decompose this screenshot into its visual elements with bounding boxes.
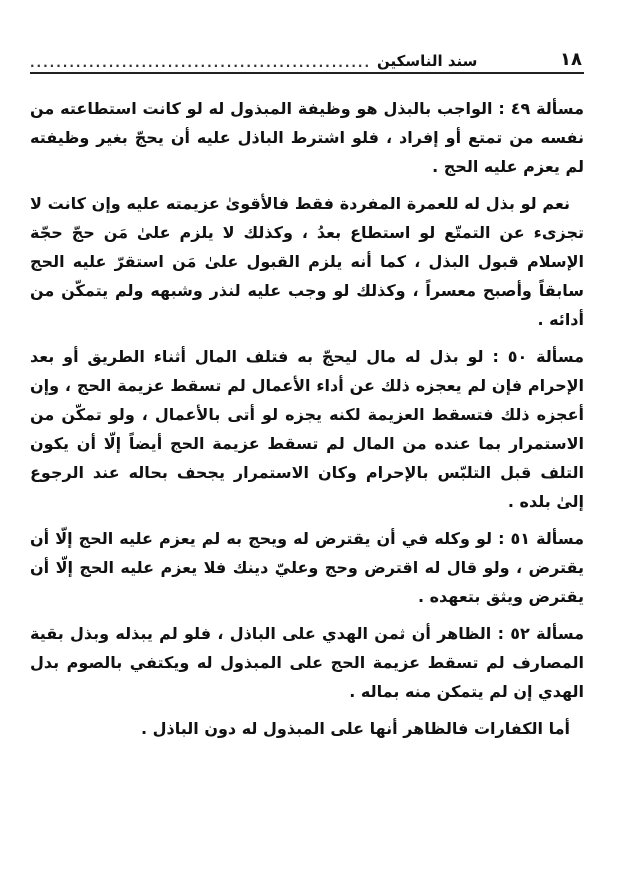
paragraph-masala-51 (30, 524, 584, 611)
paragraph-masala-49 (30, 94, 584, 181)
paragraph-text: الواجب بالبذل هو وظيفة المبذول له لو كانت استطاعته من نفسه من تمتع أو إفراد ، فلو اشترط الباذل عليه أن يحجّ بغير وظيفته لم يعزم عليه الحج . (30, 99, 584, 176)
masala-label: مسألة ٥١ : (498, 529, 585, 548)
book-page (30, 40, 584, 870)
paragraph-masala-50 (30, 342, 584, 516)
paragraph-text: لو وكله في أن يقترض له ويحج به لم يعزم عليه الحج إلّا أن يقترض ، ولو قال له اقترض وحج وعليّ دينك فلا يعزم عليه الحج إلّا أن يقترض ويثق بتعهده . (30, 529, 584, 606)
running-title (30, 52, 477, 70)
masala-label: مسألة ٤٩ : (498, 99, 584, 118)
masala-label: مسألة ٥٢ : (497, 624, 585, 643)
paragraph-text: لو بذل له مال ليحجّ به فتلف المال أثناء الطريق أو بعد الإحرام فإن لم يعجزه ذلك عن أداء الأعمال لم تسقط عزيمة الحج ، وإن أعجزه ذلك فتسقط العزيمة لكنه يجزه لو أتى بالأعمال ، ولو تمكّن من الاستمرار بما عنده من المال لم تسقط عزيمة الحج أيضاً إلّا أن يكون التلف قبل التلبّس بالإحرام وكان الاستمرار يجحف بحاله عند الرجوع إلىٰ بلده . (30, 347, 584, 511)
page-number: ١٨ (560, 49, 582, 70)
masala-label: مسألة ٥٠ : (492, 347, 585, 366)
paragraph-kaffarat (30, 714, 584, 743)
paragraph-continuation (30, 189, 584, 334)
leader-dots: .................................................... (30, 56, 372, 70)
page-header (30, 40, 584, 74)
paragraph-text: أما الكفارات فالظاهر أنها على المبذول له دون الباذل . (140, 719, 570, 738)
paragraph-text: نعم لو بذل له للعمرة المفردة فقط فالأقوىٰ عزيمته عليه وإن كانت لا تجزىء عن التمتّع لو استطاع بعدُ ، وكذلك لا يلزم علىٰ مَن حجّ حجّة الإسلام قبول البذل ، كما أنه يلزم القبول علىٰ مَن استقرّ عليه الحج سابقاً وأصبح معسراً ، وكذلك لو وجب عليه لنذر وشبهه ولم يتمكّن من أدائه . (30, 194, 584, 329)
page-body (30, 94, 584, 743)
paragraph-masala-52 (30, 619, 584, 706)
running-title-text: سند الناسكين (377, 52, 478, 70)
paragraph-text: الظاهر أن ثمن الهدي على الباذل ، فلو لم يبذله وبذل بقية المصارف لم تسقط عزيمة الحج على المبذول له ويكتفي بالصوم بدل الهدي إن لم يتمكن منه بماله . (30, 624, 584, 701)
